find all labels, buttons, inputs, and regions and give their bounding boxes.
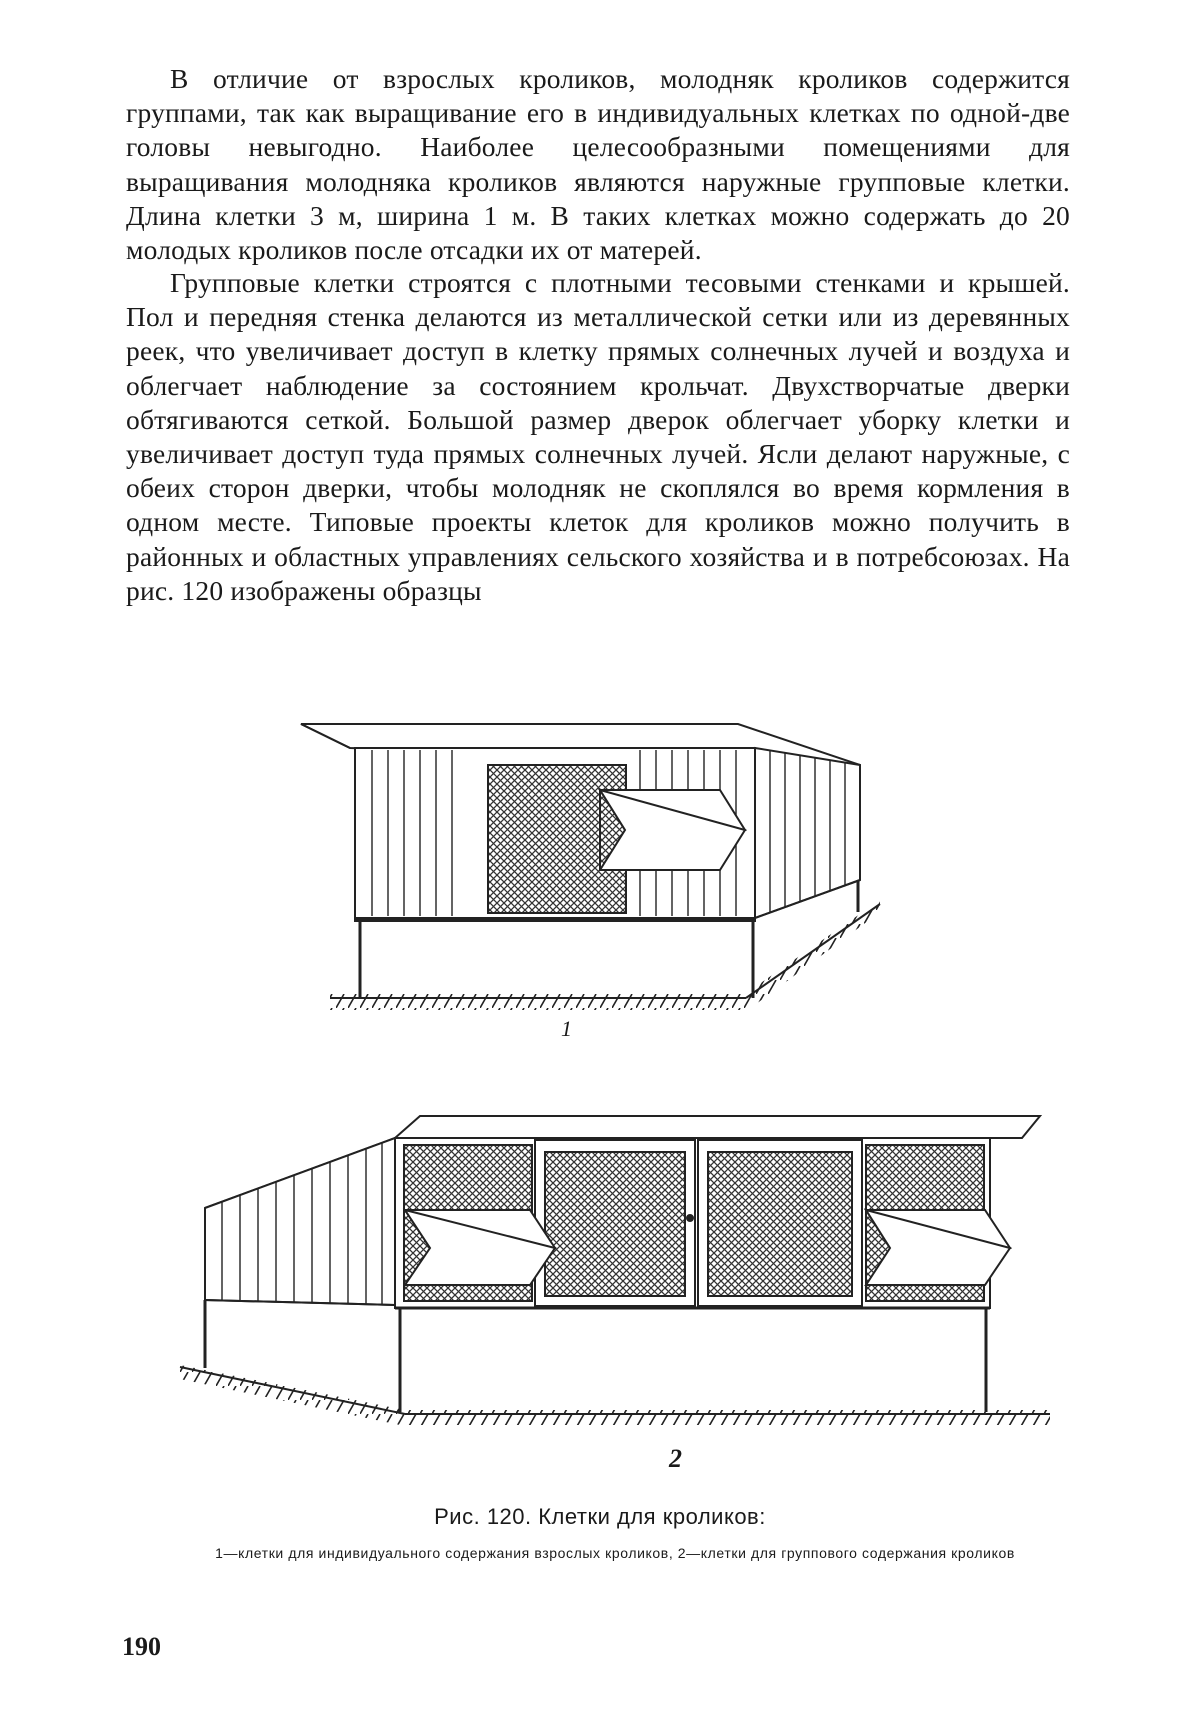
body-paragraph-1: В отличие от взрослых кроликов, молодняк кроликов содержится группами, так как выращивание его в индивидуальных клетках по одной-две головы невыгодно. Наиболее целесообразными помещениями для выращивания молодняка кроликов являются наружные групповые клетки. Длина клетки 3 м, ширина 1 м. В таких клетках можно содержать до 20 молодых кроликов после отсадки их от матерей. xyxy=(126,63,1070,266)
page-number: 190 xyxy=(122,1632,161,1661)
figure-caption-title: Рис. 120. Клетки для кроликов: xyxy=(434,1504,766,1529)
body-paragraph-2: Групповые клетки строятся с плотными тесовыми стенками и крышей. Пол и передняя стенка делаются из металлической сетки или из деревянных реек, что увеличивает доступ в клетку прямых солнечных лучей и воздуха и облегчает наблюдение за состоянием крольчат. Двухстворчатые дверки обтягиваются сеткой. Большой размер дверок облегчает уборку клетки и увеличивает доступ туда прямых солнечных лучей. Ясли делают наружные, с обеих сторон дверки, чтобы молодняк не скоплялся во время кормления в одном месте. Типовые проекты клеток для кроликов можно получить в районных и областных управлениях сельского хозяйства и в потребсоюзах. На рис. 120 изображены образцы xyxy=(126,267,1070,606)
cage-2-drawing xyxy=(175,1116,1050,1425)
figure-label-2: 2 xyxy=(669,1444,682,1473)
figure-label-1: 1 xyxy=(561,1016,572,1041)
cage-1-drawing xyxy=(301,724,880,1010)
figure-caption-body: 1—клетки для индивидуального содержания взрослых кроликов, 2—клетки для группового содержания кроликов xyxy=(215,1545,1015,1561)
